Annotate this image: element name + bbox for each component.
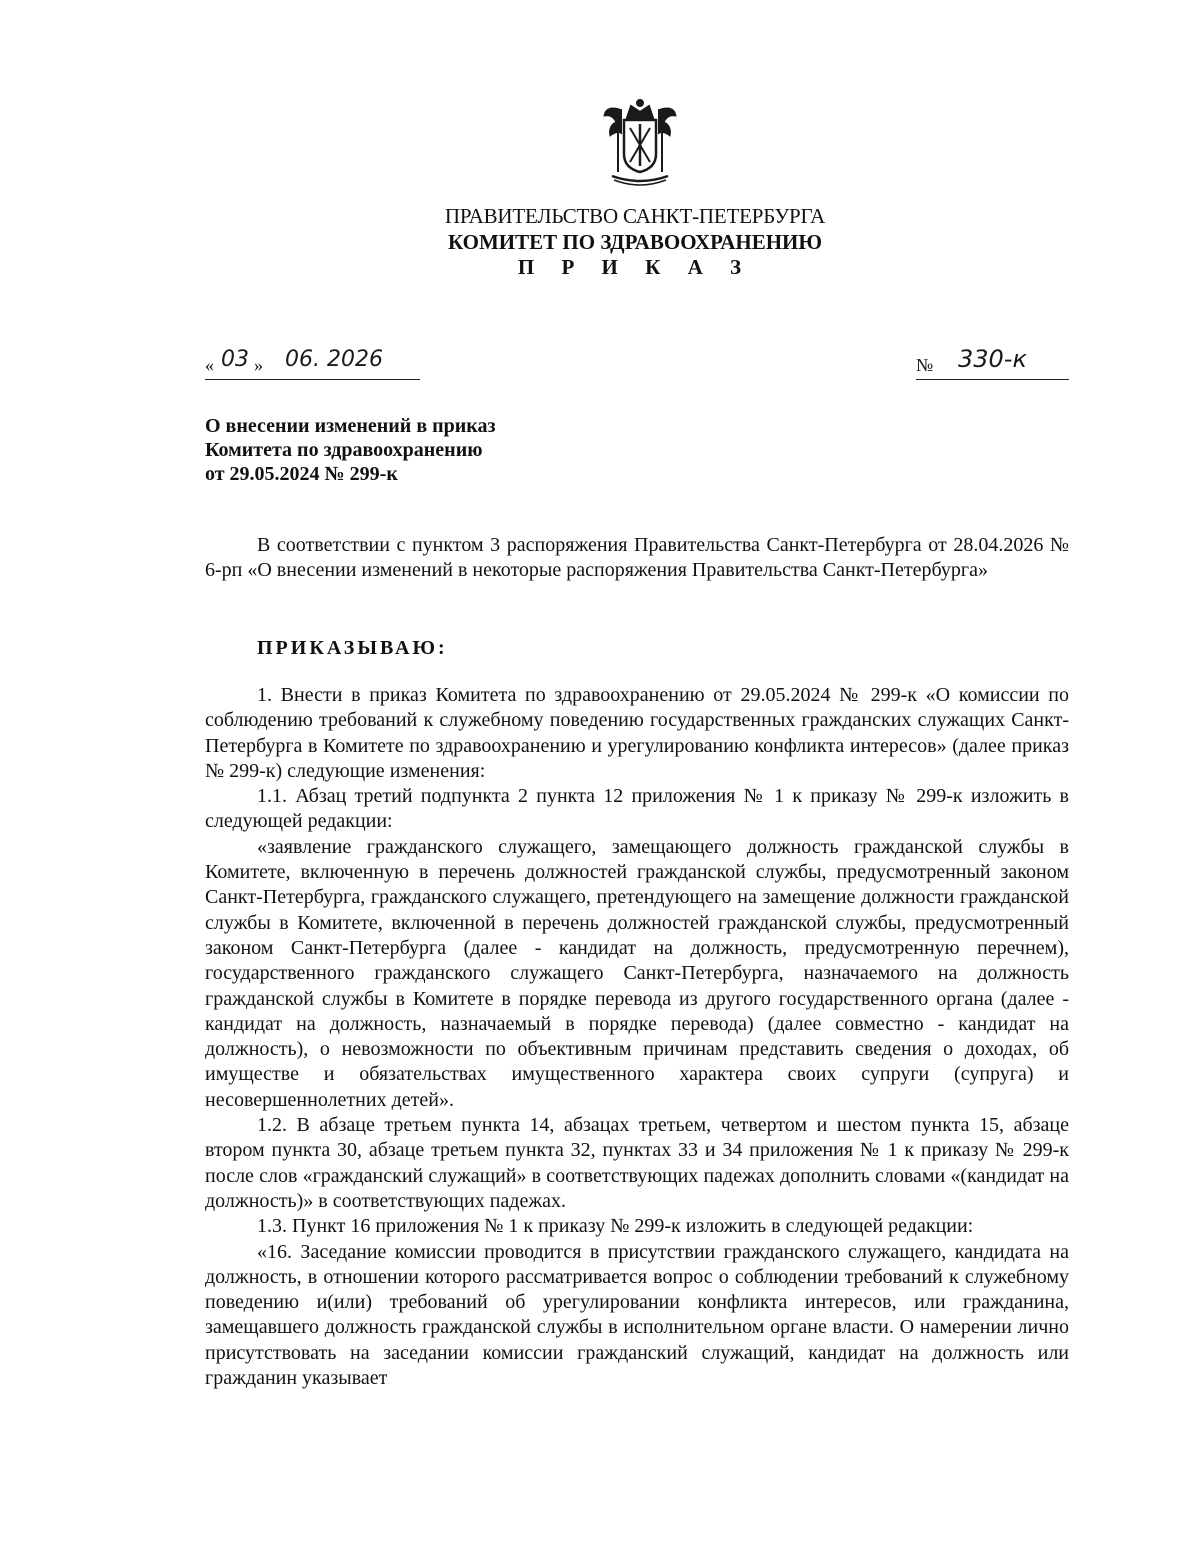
order-subject [205,414,496,486]
coat-of-arms-emblem [594,96,686,188]
document-type-title: П Р И К А З [517,255,753,279]
number-value: 330-к [958,345,1027,373]
paragraph-1-2: 1.2. В абзаце третьем пункта 14, абзацах третьем, четвертом и шестом пункта 15, абзаце втором пункта 30, абзаце третьем пункта 32, пунктах 33 и 34 приложения № 1 к приказу № 299-к после слов «гражданский служащий» в соответствующих падежах дополнить словами «(кандидат на должность)» в соответствующих падежах. [205,1114,1069,1212]
number-sign: № [916,355,934,375]
date-close-quote: » [254,355,263,375]
intro-paragraph [205,533,1069,584]
paragraph-1: 1. Внести в приказ Комитета по здравоохранению от 29.05.2024 № 299-к «О комиссии по соблюдению требований к служебному поведению государственных гражданских служащих Санкт-Петербурга в Комитете по здравоохранению и урегулированию конфликта интересов» (далее приказ № 299-к) следующие изменения: [205,684,1069,782]
government-title: ПРАВИТЕЛЬСТВО САНКТ-ПЕТЕРБУРГА [444,204,826,228]
subject-line-3: от 29.05.2024 № 299-к [205,463,398,485]
order-body [205,683,1069,1391]
date-day: 03 [221,347,249,372]
date-open-quote: « [205,355,214,375]
paragraph-1-3-text: «16. Заседание комиссии проводится в присутствии гражданского служащего, кандидата на должность, в отношении которого рассматривается вопрос о соблюдении требований к служебному поведению и(или) требований об урегулировании конфликта интересов, или гражданина, замещавшего должность гражданской службы в исполнительном органе власти. О намерении лично присутствовать на заседании комиссии гражданский служащий, кандидат на должность или гражданин указывает [205,1240,1069,1390]
subject-line-2: Комитета по здравоохранению [205,439,483,461]
order-date [205,345,420,380]
intro-text: В соответствии с пунктом 3 распоряжения Правительства Санкт-Петербурга от 28.04.2026 № 6-рп «О внесении изменений в некоторые распоряжения Правительства Санкт-Петербурга» [205,534,1069,582]
order-number [916,345,1069,380]
subject-line-1: О внесении изменений в приказ [205,415,496,437]
paragraph-1-1-text: «заявление гражданского служащего, замещающего должность гражданской службы в Комитете, включенную в перечень должностей гражданской службы, предусмотренный законом Санкт-Петербурга, гражданского служащего, претендующего на замещение должности гражданской службы в Комитете, включенной в перечень должностей гражданской службы, предусмотренный законом Санкт-Петербурга (далее - кандидат на должность, предусмотренную перечнем), государственного гражданского служащего Санкт-Петербурга, назначаемого на должность гражданской службы в Комитете в порядке перевода из другого государственного органа (далее - кандидат на должность, назначаемый в порядке перевода) (далее совместно - кандидат на должность), о невозможности по объективным причинам представить сведения о доходах, об имуществе и обязательствах имущественного характера своих супруги (супруга) и несовершеннолетних детей». [205,835,1069,1111]
order-word: ПРИКАЗЫВАЮ: [257,637,448,659]
date-month-year: 06. 2026 [285,347,383,372]
committee-title: КОМИТЕТ ПО ЗДРАВООХРАНЕНИЮ [447,230,823,254]
paragraph-1-3: 1.3. Пункт 16 приложения № 1 к приказу № 299-к изложить в следующей редакции: [257,1215,974,1238]
paragraph-1-1: 1.1. Абзац третий подпункта 2 пункта 12 приложения № 1 к приказу № 299-к изложить в следующей редакции: [205,785,1069,833]
